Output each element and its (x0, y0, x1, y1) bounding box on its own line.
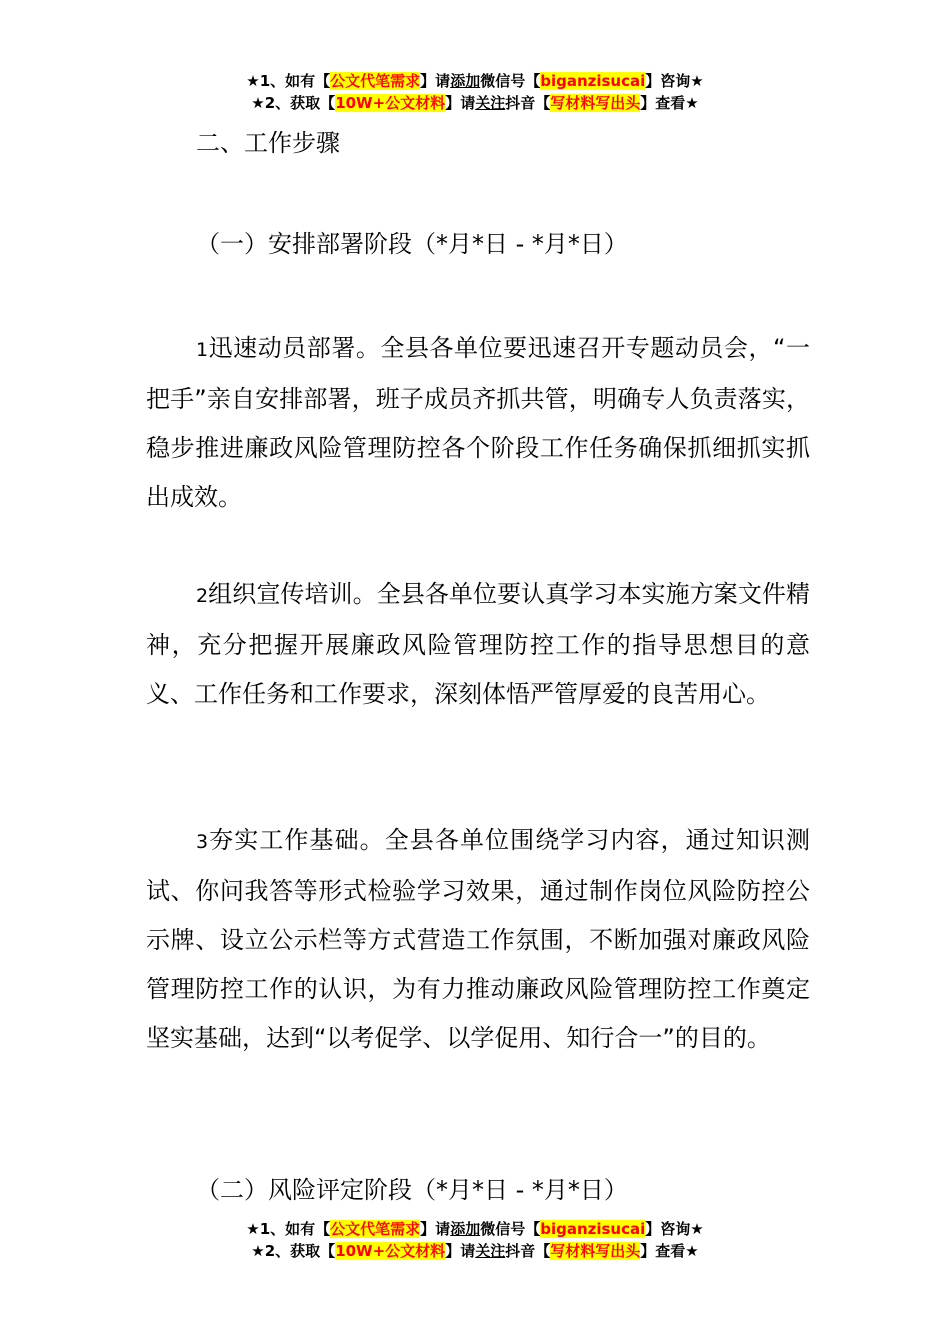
highlight-service: 公文代笔需求 (330, 1220, 421, 1238)
paragraph-item-3 (146, 816, 810, 1063)
highlight-service: 公文代笔需求 (330, 72, 421, 90)
highlight-wechat-id: biganzisucai (540, 1220, 646, 1238)
paragraph-item-2 (146, 570, 810, 719)
highlight-materials: 10W+公文材料 (335, 94, 446, 112)
item-number: 1 (196, 339, 209, 361)
highlight-materials: 10W+公文材料 (335, 1242, 446, 1260)
banner-line-2: ★2、获取【10W+公文材料】请关注抖音【写材料写出头】查看★ (251, 94, 699, 112)
stage1-title: （一）安排部署阶段（*月*日 - *月*日） (196, 230, 628, 258)
top-banner (0, 70, 950, 114)
paragraph-item-1 (146, 324, 810, 522)
banner-line-1: ★1、如有【公文代笔需求】请添加微信号【biganzisucai】咨询★ (246, 72, 704, 90)
highlight-douyin-account: 写材料写出头 (550, 1242, 641, 1260)
highlight-wechat-id: biganzisucai (540, 72, 646, 90)
item-text: 夯实工作基础。全县各单位围绕学习内容，通过知识测试、你问我答等形式检验学习效果，通过制作岗位风险防控公示牌、设立公示栏等方式营造工作氛围，不断加强对廉政风险管理防控工作的认识，为有力推动廉政风险管理防控工作奠定坚实基础，达到“以考促学、以学促用、知行合一”的目的。 (146, 826, 810, 1052)
item-text: 组织宣传培训。全县各单位要认真学习本实施方案文件精神，充分把握开展廉政风险管理防控工作的指导思想目的意义、工作任务和工作要求，深刻体悟严管厚爱的良苦用心。 (146, 580, 810, 708)
item-number: 2 (196, 585, 209, 607)
banner-line-2: ★2、获取【10W+公文材料】请关注抖音【写材料写出头】查看★ (251, 1242, 699, 1260)
stage2-title: （二）风险评定阶段（*月*日 - *月*日） (196, 1176, 628, 1204)
item-text: 迅速动员部署。全县各单位要迅速召开专题动员会，“一把手”亲自安排部署，班子成员齐抓共管，明确专人负责落实，稳步推进廉政风险管理防控各个阶段工作任务确保抓细抓实抓出成效。 (146, 334, 810, 511)
section-title: 二、工作步骤 (196, 129, 340, 157)
item-number: 3 (196, 831, 209, 853)
highlight-douyin-account: 写材料写出头 (550, 94, 641, 112)
bottom-banner (0, 1218, 950, 1262)
banner-line-1: ★1、如有【公文代笔需求】请添加微信号【biganzisucai】咨询★ (246, 1220, 704, 1238)
